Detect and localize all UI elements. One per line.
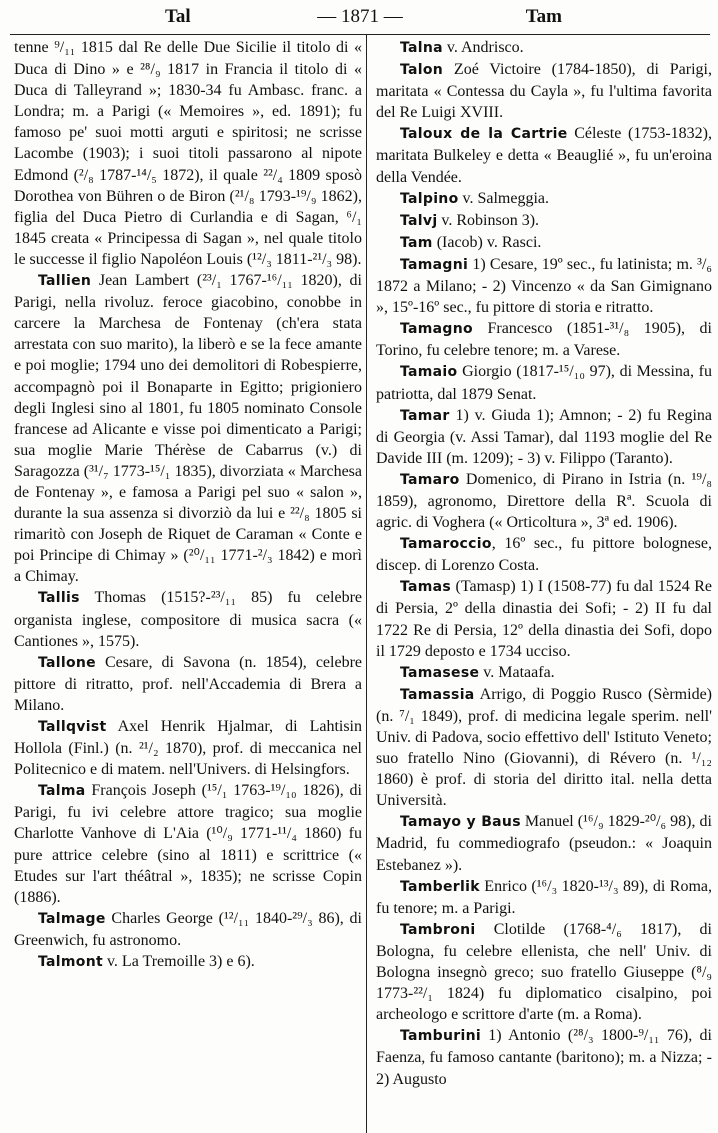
dictionary-entry <box>376 469 712 533</box>
entry-text: Arrigo, di Poggio Rusco (Sèrmide) (n. ⁷/₁ 1849), prof. di medicina legale sperim. nell' Univ. di Padova, socio effettivo dell' Istituto Veneto; suo fratello Nino (Giovanni), di Révero (n. ¹/₁₂ 1860) è prof. di storia del diritto ital. nella detta Università. <box>376 685 712 810</box>
entry-headword: Tamassia <box>400 686 475 703</box>
entry-headword: Talpino <box>400 190 459 207</box>
entry-text: Thomas (1515?-²³/₁₁ 85) fu celebre organista inglese, compositore di musica sacra (« Cantiones », 1575). <box>14 589 362 650</box>
entry-headword: Talvj <box>400 212 438 229</box>
entry-headword: Tamberlik <box>400 878 480 895</box>
entry-headword: Talma <box>38 783 86 800</box>
entry-headword: Tallqvist <box>38 719 107 735</box>
dictionary-entry <box>376 1025 712 1089</box>
entry-headword: Tambroni <box>400 921 476 938</box>
entry-headword: Tamagni <box>400 256 469 273</box>
dictionary-entry <box>376 576 712 661</box>
entry-text: Francesco (1851-³¹/₈ 1905), di Torino, fu celebre tenore; m. a Varese. <box>376 320 712 360</box>
entry-text: Jean Lambert (²³/₁ 1767-¹⁶/₁₁ 1820), di Parigi, nella rivoluz. feroce giacobino, conobbe in carcere la Marchesa de Fontenay (ch'era stata arrestata con suo marito), la liberò e se la fece amante e poi moglie; 1794 uno dei demolitori di Robespierre, accompagnò poi il Bonaparte in Egitto; prigioniero degli Inglesi sino al 1801, fu 1805 nominato Console francese ad Alicante e visse poi dimenticato a Parigi; sua moglie Marie Thérèse de Cabarrus (v.) di Saragozza (³¹/₇ 1773-¹⁵/₁ 1835), divorziata « Marchesa de Fontenay », e famosa a Parigi pel suo « salon », durante la sua assenza si divorziò da lui e ²²/₈ 1805 si rimaritò con Joseph de Riquet de Caraman « Conte e poi Principe di Chimay » (²⁰/₁₁ 1771-²/₃ 1842) e morì a Chimay. <box>14 272 362 586</box>
dictionary-entry <box>376 37 712 59</box>
entry-headword: Tam <box>400 234 433 251</box>
entry-text: , 16º sec., fu pittore bolognese, discep. di Lorenzo Costa. <box>376 535 712 575</box>
entry-text: Charles George (¹²/₁₁ 1840-²⁹/₃ 86), di Greenwich, fu astronomo. <box>14 909 362 949</box>
entry-text: (Iacob) v. Rasci. <box>432 233 542 251</box>
dictionary-entry <box>376 533 712 576</box>
dictionary-entry <box>376 876 712 919</box>
dictionary-entry <box>14 587 362 651</box>
entry-headword: Talna <box>400 40 443 56</box>
entry-text: v. Andrisco. <box>442 39 524 56</box>
dictionary-entry <box>14 270 362 587</box>
dictionary-entry <box>376 318 712 361</box>
dictionary-entry <box>376 919 712 1025</box>
entry-headword: Talmage <box>38 910 106 927</box>
dictionary-entry: tenne ⁹/₁₁ 1815 dal Re delle Due Sicilie il titolo di « Duca di Dino » e ²⁸/₉ 1817 in Francia il titolo di « Duca di Talleyrand »; 1830-34 fu Ambasc. franc. a Londra; m. a Parigi (« Memoires », ed. 1891); fu famoso pe' suoi motti arguti e spiritosi; ne scrisse Lacombe (1903); i suoi titoli passarono al nipote Edmond (²/₈ 1787-¹⁴/₅ 1872), il quale ²²/₄ 1809 sposò Dorothea von Bühren o de Biron (²¹/₈ 1793-¹⁹/₉ 1862), figlia del Duca Pietro di Curlandia e di Sagan, ⁶/₁ 1845 creata « Principessa di Sagan », nel quale titolo le successe il figlio Napoléon Louis (¹²/₃ 1811-²¹/₃ 98). <box>14 39 362 268</box>
header-left-keyword: Tal <box>165 6 191 27</box>
dictionary-entry <box>14 652 362 716</box>
dictionary-entry <box>376 232 712 254</box>
entry-text: 1) v. Giuda 1); Amnon; - 2) fu Regina di Georgia (v. Assi Tamar), dal 1193 moglie del Re Davide III (m. 1209); - 3) v. Filippo (Taranto). <box>376 406 712 467</box>
dictionary-entry <box>376 811 712 875</box>
entry-text: Clotilde (1768-⁴/₆ 1817), di Bologna, fu celebre ellenista, che nell' Univ. di Bologna insegnò greco; suo fratello Giuseppe (⁸/₉ 1773-²²/₁ 1824) fu diplomatico cisalpino, poi archeologo e scrittore d'arte (m. a Roma). <box>376 920 712 1024</box>
entry-text: Axel Henrik Hjalmar, di Lahtisin Hollola (Finl.) (n. ²¹/₂ 1870), prof. di meccanica nel Politecnico e di matem. nell'Univers. di Helsingfors. <box>14 718 362 779</box>
left-column <box>14 37 362 973</box>
entry-headword: Tamaio <box>400 364 458 381</box>
entry-headword: Talon <box>400 62 444 79</box>
dictionary-entry <box>376 684 712 812</box>
entry-headword: Tamaroccio <box>400 536 492 553</box>
entry-headword: Taloux de la Cartrie <box>400 126 568 143</box>
column-divider <box>366 34 367 1133</box>
entry-text: Zoé Victoire (1784-1850), di Parigi, maritata « Contessa du Cayla », fu l'ultima favorita del Re Luigi XVIII. <box>376 61 712 122</box>
dictionary-entry <box>376 210 712 232</box>
right-column <box>376 37 712 1090</box>
entry-text: Domenico, di Pirano in Istria (n. ¹⁹/₈ 1859), agronomo, Direttore della Rª. Scuola di agric. di Voghera (« Orticoltura », 3ª ed. 1906). <box>376 470 712 532</box>
dictionary-entry <box>376 188 712 210</box>
entry-text: v. Robinson 3). <box>437 211 540 229</box>
entry-headword: Tamas <box>400 579 452 596</box>
entry-text: (Tamasp) 1) I (1508-77) fu dal 1524 Re di Persia, 2º della dinastia dei Sofi; - 2) II fu dal 1722 Re di Persia, 12º della dinastia dei Sofi, dopo il 1729 deposto e 1734 ucciso. <box>376 578 712 660</box>
entry-headword: Tallis <box>38 590 80 607</box>
dictionary-entry <box>14 716 362 780</box>
dictionary-entry <box>376 254 712 318</box>
entry-headword: Talmont <box>38 954 103 971</box>
dictionary-entry <box>376 361 712 404</box>
entry-headword: Tamar <box>400 407 450 424</box>
entry-text: François Joseph (¹⁵/₁ 1763-¹⁹/₁₀ 1826), di Parigi, fu ivi celebre attore tragico; sua moglie Charlotte Vanhove di L'Aia (¹⁰/₉ 1771-¹¹/₄ 1860) fu pure attrice celebre (sino al 1811) e scrittrice (« Etudes sur l'art théâtral », 1835); ne scrisse Copin (1886). <box>14 782 362 906</box>
dictionary-entry <box>376 59 712 123</box>
dictionary-entry <box>14 951 362 973</box>
dictionary-entry <box>14 908 362 951</box>
entry-headword: Tamaro <box>400 471 460 488</box>
entry-text: Cesare, di Savona (n. 1854), celebre pittore di ritratto, prof. nell'Accademia di Brera a Milano. <box>14 653 362 714</box>
dictionary-entry <box>14 780 362 908</box>
header-rule <box>10 34 710 35</box>
entry-text: v. La Tremoille 3) e 6). <box>102 953 255 971</box>
dictionary-entry <box>376 662 712 684</box>
entry-text: v. Mataafa. <box>479 663 555 681</box>
entry-text: 1) Cesare, 19º sec., fu latinista; m. ³/₆ 1872 a Milano; - 2) Vincenzo « da San Gimignano », 15º-16º sec., fu pittore di storia e ritratto. <box>376 255 712 317</box>
page-number: — 1871 — <box>317 6 403 27</box>
entry-headword: Tamburini <box>400 1028 481 1045</box>
entry-headword: Tamayo y Baus <box>400 814 521 831</box>
entry-headword: Tamagno <box>400 321 473 338</box>
header-right-keyword: Tam <box>525 6 562 27</box>
entry-text: 1) Antonio (²⁸/₃ 1800-⁹/₁₁ 76), di Faenza, fu famoso cantante (baritono); m. a Nizza; - 2) Augusto <box>376 1027 712 1088</box>
dictionary-entry <box>376 123 712 187</box>
entry-text: Céleste (1753-1832), maritata Bulkeley e detta « Beauglié », fu un'eroina della Vendée. <box>376 125 713 186</box>
entry-text: Manuel (¹⁶/₉ 1829-²⁰/₆ 98), di Madrid, fu commediografo (pseudon.: « Joaquin Estebanez »). <box>376 813 712 874</box>
entry-headword: Tamasese <box>400 664 480 681</box>
entry-text: v. Salmeggia. <box>458 189 549 207</box>
entry-headword: Tallien <box>38 273 92 290</box>
entry-headword: Tallone <box>38 654 96 671</box>
entry-text: Enrico (¹⁶/₃ 1820-¹³/₃ 89), di Roma, fu tenore; m. a Parigi. <box>376 877 712 917</box>
dictionary-entry <box>376 405 712 469</box>
entry-text: Giorgio (1817-¹⁵/₁₀ 97), di Messina, fu patriotta, dal 1879 Senat. <box>376 363 712 403</box>
running-header <box>10 4 710 30</box>
